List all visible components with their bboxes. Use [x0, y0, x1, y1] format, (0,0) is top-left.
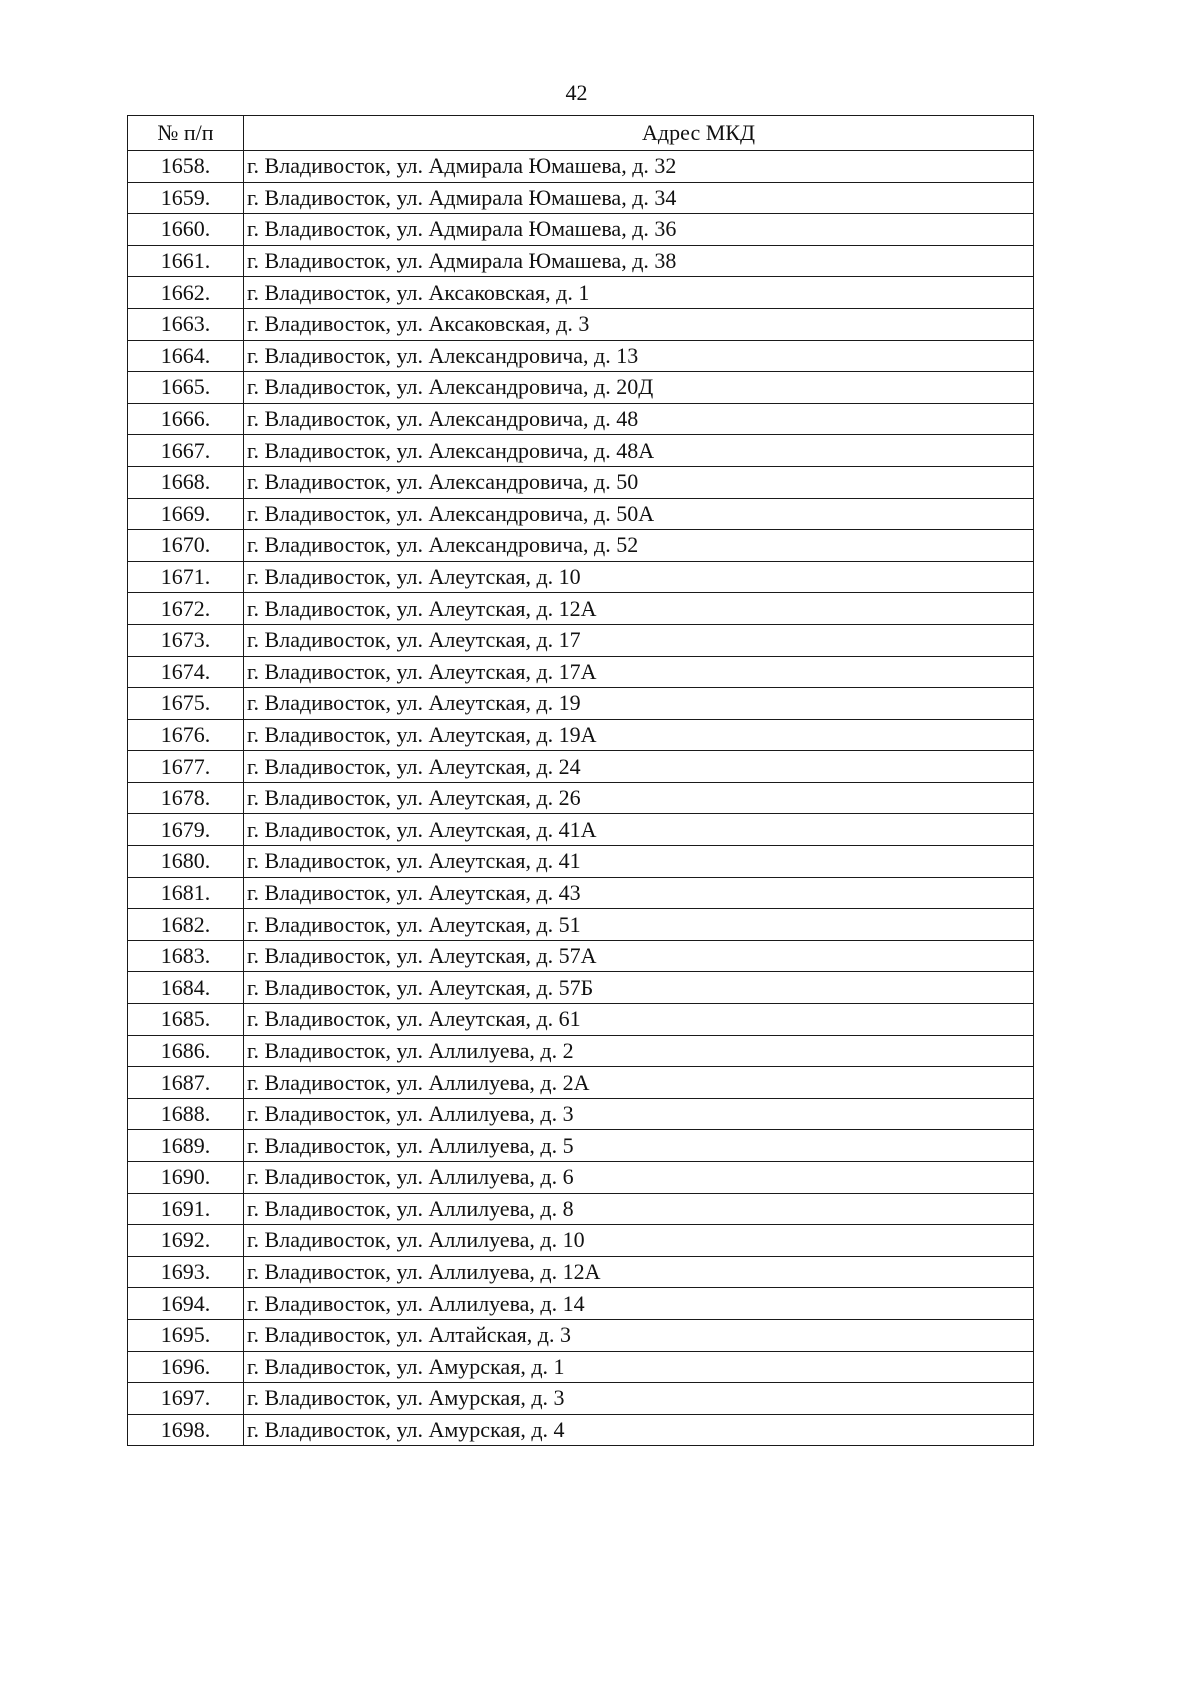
row-number-cell: 1698.	[128, 1414, 244, 1446]
table-row	[128, 182, 1034, 214]
row-address-cell: г. Владивосток, ул. Амурская, д. 3	[244, 1383, 1034, 1415]
table-row	[128, 435, 1034, 467]
row-number-cell: 1670.	[128, 530, 244, 562]
row-number-cell: 1682.	[128, 909, 244, 941]
row-address-cell: г. Владивосток, ул. Аллилуева, д. 6	[244, 1162, 1034, 1194]
row-address-cell: г. Владивосток, ул. Аллилуева, д. 5	[244, 1130, 1034, 1162]
row-number-cell: 1693.	[128, 1256, 244, 1288]
row-number-cell: 1668.	[128, 466, 244, 498]
row-number-cell: 1666.	[128, 403, 244, 435]
table-body	[128, 151, 1034, 1446]
row-address-cell: г. Владивосток, ул. Алеутская, д. 43	[244, 877, 1034, 909]
table-row	[128, 624, 1034, 656]
row-number-cell: 1696.	[128, 1351, 244, 1383]
table-row	[128, 1098, 1034, 1130]
row-number-cell: 1667.	[128, 435, 244, 467]
row-number-cell: 1689.	[128, 1130, 244, 1162]
row-number-cell: 1673.	[128, 624, 244, 656]
row-address-cell: г. Владивосток, ул. Александровича, д. 50А	[244, 498, 1034, 530]
row-number-cell: 1680.	[128, 846, 244, 878]
table-row	[128, 1351, 1034, 1383]
row-address-cell: г. Владивосток, ул. Александровича, д. 13	[244, 340, 1034, 372]
row-number-cell: 1685.	[128, 1004, 244, 1036]
row-address-cell: г. Владивосток, ул. Амурская, д. 1	[244, 1351, 1034, 1383]
table-row	[128, 1383, 1034, 1415]
row-address-cell: г. Владивосток, ул. Аксаковская, д. 1	[244, 277, 1034, 309]
table-row	[128, 1130, 1034, 1162]
table-row	[128, 1288, 1034, 1320]
row-number-cell: 1672.	[128, 593, 244, 625]
table-row	[128, 751, 1034, 783]
row-address-cell: г. Владивосток, ул. Алеутская, д. 19	[244, 688, 1034, 720]
table-row	[128, 561, 1034, 593]
row-number-cell: 1694.	[128, 1288, 244, 1320]
table-row	[128, 530, 1034, 562]
row-address-cell: г. Владивосток, ул. Алеутская, д. 17А	[244, 656, 1034, 688]
row-address-cell: г. Владивосток, ул. Аллилуева, д. 8	[244, 1193, 1034, 1225]
table-row	[128, 940, 1034, 972]
row-address-cell: г. Владивосток, ул. Александровича, д. 48	[244, 403, 1034, 435]
table-row	[128, 1035, 1034, 1067]
row-number-cell: 1663.	[128, 308, 244, 340]
table-row	[128, 498, 1034, 530]
table-row	[128, 1256, 1034, 1288]
row-number-cell: 1661.	[128, 245, 244, 277]
table-row	[128, 846, 1034, 878]
row-number-cell: 1671.	[128, 561, 244, 593]
row-address-cell: г. Владивосток, ул. Алеутская, д. 57Б	[244, 972, 1034, 1004]
row-number-cell: 1675.	[128, 688, 244, 720]
row-address-cell: г. Владивосток, ул. Алеутская, д. 12А	[244, 593, 1034, 625]
row-number-cell: 1686.	[128, 1035, 244, 1067]
table-row	[128, 688, 1034, 720]
row-number-cell: 1669.	[128, 498, 244, 530]
row-address-cell: г. Владивосток, ул. Алтайская, д. 3	[244, 1319, 1034, 1351]
row-address-cell: г. Владивосток, ул. Алеутская, д. 19А	[244, 719, 1034, 751]
row-number-cell: 1660.	[128, 214, 244, 246]
table-row	[128, 372, 1034, 404]
table-row	[128, 1193, 1034, 1225]
row-number-cell: 1676.	[128, 719, 244, 751]
row-number-cell: 1678.	[128, 782, 244, 814]
table-row	[128, 593, 1034, 625]
row-address-cell: г. Владивосток, ул. Аллилуева, д. 10	[244, 1225, 1034, 1257]
row-address-cell: г. Владивосток, ул. Алеутская, д. 57А	[244, 940, 1034, 972]
row-address-cell: г. Владивосток, ул. Адмирала Юмашева, д. 32	[244, 151, 1034, 183]
row-address-cell: г. Владивосток, ул. Адмирала Юмашева, д. 34	[244, 182, 1034, 214]
row-address-cell: г. Владивосток, ул. Алеутская, д. 41А	[244, 814, 1034, 846]
row-number-cell: 1677.	[128, 751, 244, 783]
table-row	[128, 1067, 1034, 1099]
row-number-cell: 1697.	[128, 1383, 244, 1415]
table-row	[128, 877, 1034, 909]
table-row	[128, 1414, 1034, 1446]
table-row	[128, 277, 1034, 309]
row-number-cell: 1665.	[128, 372, 244, 404]
table-row	[128, 214, 1034, 246]
row-number-cell: 1690.	[128, 1162, 244, 1194]
table-row	[128, 1004, 1034, 1036]
table-row	[128, 1162, 1034, 1194]
table-row	[128, 719, 1034, 751]
table-row	[128, 814, 1034, 846]
column-header-address: Адрес МКД	[244, 116, 1034, 151]
row-address-cell: г. Владивосток, ул. Аксаковская, д. 3	[244, 308, 1034, 340]
row-address-cell: г. Владивосток, ул. Алеутская, д. 24	[244, 751, 1034, 783]
row-address-cell: г. Владивосток, ул. Алеутская, д. 41	[244, 846, 1034, 878]
table-header-row	[128, 116, 1034, 151]
row-number-cell: 1692.	[128, 1225, 244, 1257]
row-number-cell: 1659.	[128, 182, 244, 214]
table-row	[128, 972, 1034, 1004]
row-number-cell: 1688.	[128, 1098, 244, 1130]
row-address-cell: г. Владивосток, ул. Аллилуева, д. 2А	[244, 1067, 1034, 1099]
table-row	[128, 909, 1034, 941]
row-address-cell: г. Владивосток, ул. Аллилуева, д. 12А	[244, 1256, 1034, 1288]
row-address-cell: г. Владивосток, ул. Аллилуева, д. 14	[244, 1288, 1034, 1320]
row-number-cell: 1679.	[128, 814, 244, 846]
table-row	[128, 151, 1034, 183]
row-address-cell: г. Владивосток, ул. Амурская, д. 4	[244, 1414, 1034, 1446]
table-row	[128, 656, 1034, 688]
table-row	[128, 308, 1034, 340]
row-number-cell: 1683.	[128, 940, 244, 972]
row-address-cell: г. Владивосток, ул. Адмирала Юмашева, д. 36	[244, 214, 1034, 246]
row-address-cell: г. Владивосток, ул. Алеутская, д. 51	[244, 909, 1034, 941]
row-number-cell: 1684.	[128, 972, 244, 1004]
row-address-cell: г. Владивосток, ул. Александровича, д. 50	[244, 466, 1034, 498]
row-number-cell: 1664.	[128, 340, 244, 372]
row-address-cell: г. Владивосток, ул. Аллилуева, д. 3	[244, 1098, 1034, 1130]
row-address-cell: г. Владивосток, ул. Алеутская, д. 17	[244, 624, 1034, 656]
column-header-number: № п/п	[128, 116, 244, 151]
row-address-cell: г. Владивосток, ул. Александровича, д. 52	[244, 530, 1034, 562]
table-row	[128, 1319, 1034, 1351]
page-number: 42	[565, 80, 588, 105]
row-address-cell: г. Владивосток, ул. Александровича, д. 20Д	[244, 372, 1034, 404]
table-row	[128, 245, 1034, 277]
row-address-cell: г. Владивосток, ул. Алеутская, д. 61	[244, 1004, 1034, 1036]
row-number-cell: 1662.	[128, 277, 244, 309]
row-number-cell: 1674.	[128, 656, 244, 688]
row-number-cell: 1691.	[128, 1193, 244, 1225]
table-row	[128, 340, 1034, 372]
mkd-address-table	[127, 115, 1034, 1446]
row-address-cell: г. Владивосток, ул. Алеутская, д. 26	[244, 782, 1034, 814]
row-number-cell: 1695.	[128, 1319, 244, 1351]
table-row	[128, 466, 1034, 498]
table-row	[128, 1225, 1034, 1257]
row-number-cell: 1687.	[128, 1067, 244, 1099]
row-address-cell: г. Владивосток, ул. Алеутская, д. 10	[244, 561, 1034, 593]
table-row	[128, 782, 1034, 814]
row-number-cell: 1681.	[128, 877, 244, 909]
row-number-cell: 1658.	[128, 151, 244, 183]
row-address-cell: г. Владивосток, ул. Александровича, д. 48А	[244, 435, 1034, 467]
row-address-cell: г. Владивосток, ул. Аллилуева, д. 2	[244, 1035, 1034, 1067]
row-address-cell: г. Владивосток, ул. Адмирала Юмашева, д. 38	[244, 245, 1034, 277]
table-row	[128, 403, 1034, 435]
